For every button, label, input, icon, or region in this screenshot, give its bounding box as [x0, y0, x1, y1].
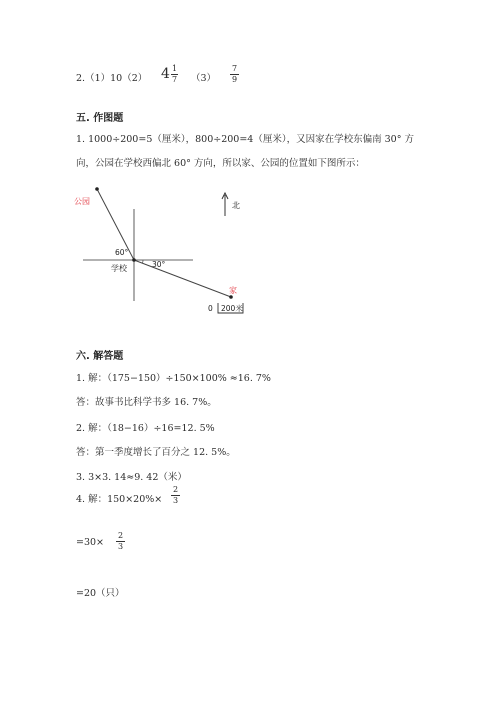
home-line — [134, 260, 231, 297]
park-label: 公园 — [74, 197, 90, 206]
section5-heading: 五. 作图题 — [76, 113, 124, 124]
q2-fraction — [230, 65, 239, 84]
q2-mixed-num: 1 — [171, 64, 178, 73]
answer4-num: 2 — [172, 485, 179, 494]
q2-mixed-fraction — [171, 65, 178, 84]
answer4-result: =20（只） — [76, 588, 125, 599]
section5-line1: 1. 1000÷200=5（厘米），800÷200=4（厘米），又因家在学校东偏南 30° 方 — [76, 134, 414, 145]
north-label: 北 — [232, 201, 240, 210]
answer1-calc: 1. 解：（175−150）÷150×100% ≈16. 7% — [76, 373, 271, 384]
answer4-step2-fraction — [116, 532, 125, 551]
direction-diagram — [0, 180, 500, 330]
answer4-step2-prefix: =30× — [76, 537, 105, 548]
park-dot — [95, 187, 99, 191]
q2-frac-num: 7 — [231, 64, 238, 73]
angle30-label: 30° — [152, 260, 166, 269]
home-label: 家 — [229, 286, 237, 295]
answer4-fraction — [171, 486, 180, 505]
q2-prefix: 2.（1）10（2） — [76, 73, 148, 84]
section5-line2: 向，公园在学校西偏北 60° 方向，所以家、公园的位置如下图所示： — [76, 158, 365, 169]
q2-mixed-whole: 4 — [161, 66, 170, 82]
answer4-step2-num: 2 — [117, 531, 124, 540]
q2-frac-den: 9 — [231, 75, 238, 84]
q2-part3: （3） — [191, 73, 217, 84]
answer2-conclusion: 答：第一季度增长了百分之 12. 5%。 — [76, 447, 236, 458]
home-dot — [229, 295, 233, 299]
school-dot — [132, 258, 136, 262]
answer3-calc: 3. 3×3. 14≈9. 42（米） — [76, 472, 187, 483]
angle60-label: 60° — [115, 248, 129, 257]
angle30-arc — [143, 260, 144, 263]
scale-zero-label: 0 — [208, 304, 213, 313]
answer2-calc: 2. 解：（18−16）÷16=12. 5% — [76, 423, 215, 434]
section6-heading: 六. 解答题 — [76, 351, 124, 362]
answer1-conclusion: 答：故事书比科学书多 16. 7%。 — [76, 397, 217, 408]
school-label: 学校 — [111, 264, 127, 273]
answer4-prefix: 4. 解：150×20%× — [76, 494, 163, 505]
q2-mixed-den: 7 — [171, 75, 178, 84]
answer4-den: 3 — [172, 496, 179, 505]
scale-value-label: 200米 — [221, 304, 243, 313]
answer4-step2-den: 3 — [117, 542, 124, 551]
